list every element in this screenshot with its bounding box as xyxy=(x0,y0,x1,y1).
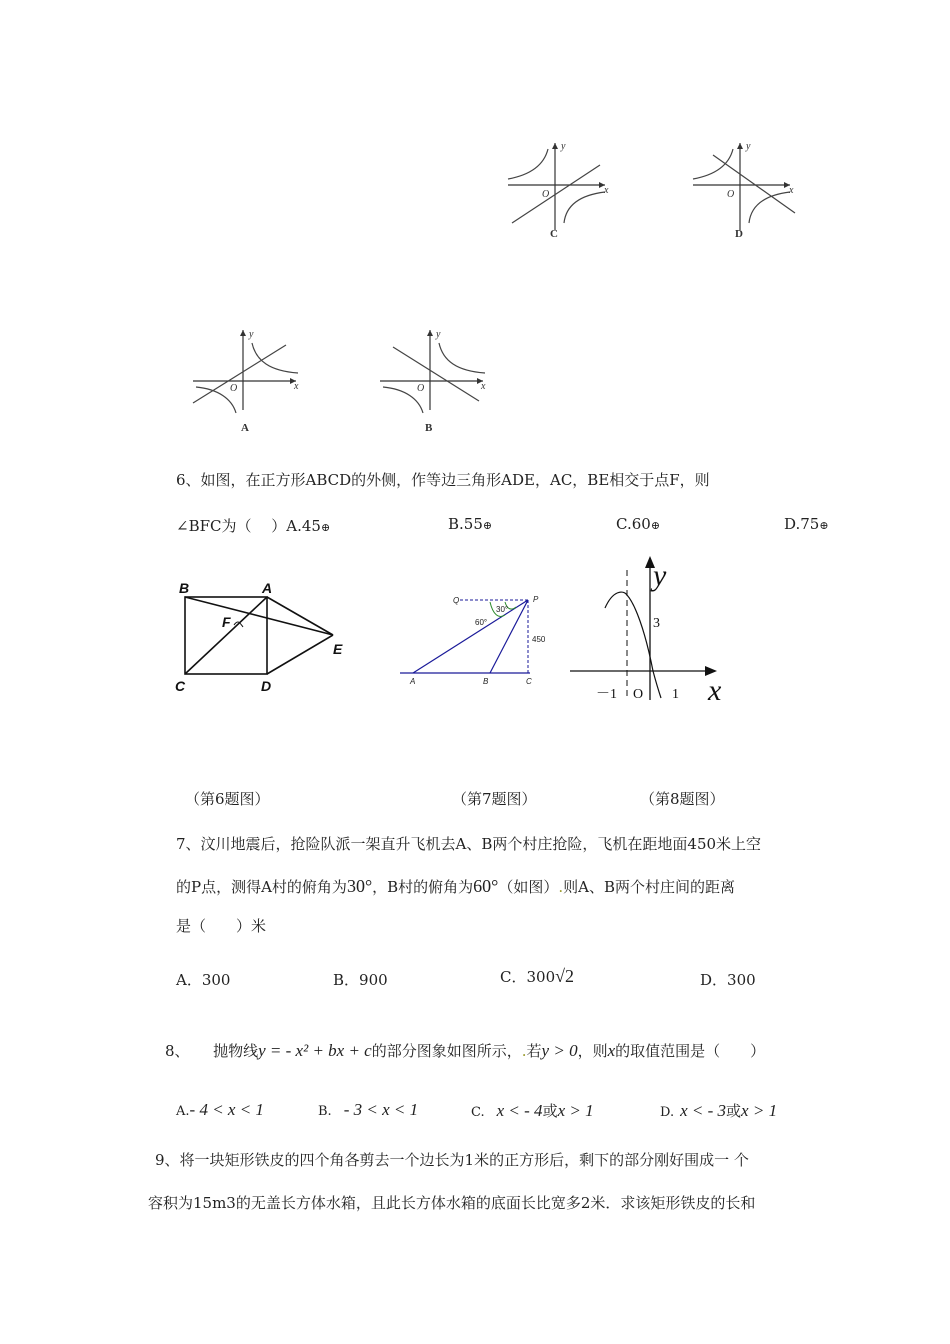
graph-d-x-label: x xyxy=(789,185,794,196)
q6-choice-b xyxy=(448,515,492,533)
fig6-label-e: E xyxy=(333,641,343,657)
q7-line2-c: （如图） xyxy=(498,878,559,896)
fig6-caption: （第6题图） xyxy=(185,790,270,808)
fig7-label-q: Q xyxy=(453,596,460,605)
graph-a-figure xyxy=(188,325,308,435)
fig6-label-d: D xyxy=(261,678,272,694)
graph-c-x-label: x xyxy=(604,185,609,196)
q6-choice-b-text: B.55 xyxy=(448,515,483,533)
fig8-one: 1 xyxy=(672,687,679,702)
q8-choice-b-expr: - 3 < x < 1 xyxy=(343,1100,419,1119)
q8-choice-c-or: 或 xyxy=(542,1102,558,1120)
fig6-label-c: C xyxy=(175,678,186,694)
q9-line1: 9、将一块矩形铁皮的四个角各剪去一个边长为1米的正方形后，剩下的部分刚好围成一 个 xyxy=(155,1151,749,1169)
fig7-caption: （第7题图） xyxy=(452,790,537,808)
fig6-label-a: A xyxy=(262,580,273,596)
q8-choice-a-label: A. xyxy=(176,1104,190,1119)
graph-d-origin-label: O xyxy=(727,189,735,200)
graph-d-figure xyxy=(685,135,805,240)
figure-6-square-triangle xyxy=(170,575,360,700)
fig7-label-p: P xyxy=(533,595,539,604)
q7-line2-d: 则A、B两个村庄间的距离 xyxy=(563,878,736,896)
q8-then: ，则 xyxy=(577,1042,608,1060)
fig7-label-c: C xyxy=(526,677,532,686)
q7-line2-b: ，B村的俯角为 xyxy=(372,878,474,896)
fig7-label-b: B xyxy=(483,677,489,686)
graph-b-y-label: y xyxy=(436,329,441,340)
q8-cond: y > 0 xyxy=(541,1041,578,1060)
q7-choice-c-text: C．300 xyxy=(500,968,556,986)
q8-number: 8、 xyxy=(165,1042,190,1060)
fig6-label-f: F xyxy=(222,614,231,630)
q7-angle-60: 60° xyxy=(473,876,499,896)
q7-line2-a: 的P点，测得A村的俯角为 xyxy=(176,878,347,896)
fig8-x-label: x xyxy=(708,674,722,707)
graph-c-origin-label: O xyxy=(542,189,550,200)
q8-choice-d-expr2: x > 1 xyxy=(741,1101,778,1120)
q6-mark-c: ⊕ xyxy=(650,519,661,532)
graph-b-origin-label: O xyxy=(417,383,425,394)
q7-choice-a: A．300 xyxy=(176,971,231,989)
graph-a-caption: A xyxy=(241,422,249,434)
q8-var: x xyxy=(607,1041,616,1060)
graph-b-x-label: x xyxy=(481,381,486,392)
q6-choice-d xyxy=(784,515,829,533)
q8-choice-d-label: D. xyxy=(660,1105,675,1120)
q8-post: 的取值范围是（ ） xyxy=(615,1042,766,1060)
q6-choice-c-text: C.60 xyxy=(616,515,651,533)
q8-choice-b-label: B. xyxy=(318,1104,332,1119)
q8-choice-d-or: 或 xyxy=(726,1102,742,1120)
fig8-origin: O xyxy=(633,687,644,702)
graph-d-y-label: y xyxy=(746,141,751,152)
fig7-angle-60: 60° xyxy=(475,618,488,627)
graph-a-origin-label: O xyxy=(230,383,238,394)
q8-choice-d xyxy=(660,1100,777,1121)
q8-choice-c xyxy=(471,1100,594,1121)
graph-b-caption: B xyxy=(425,422,433,434)
graph-a-x-label: x xyxy=(294,381,299,392)
q6-mark-d: ⊕ xyxy=(819,519,829,532)
q7-choice-c-sqrt: √2 xyxy=(555,966,574,986)
fig7-height: 450 xyxy=(532,635,546,644)
q9-line2: 容积为15m3的无盖长方体水箱，且此长方体水箱的底面长比宽多2米．求该矩形铁皮的长和 xyxy=(148,1194,756,1212)
q7-choice-b: B．900 xyxy=(333,971,388,989)
q8-if: 若 xyxy=(526,1042,542,1060)
q7-line2: 的P点，测得A村的俯角为30°，B村的俯角为60°（如图）.则A、B两个村庄间的距离 xyxy=(176,876,736,896)
q8-stem: 8、 抛物线y = - x² + bx + c的部分图象如图所示，.若y > 0，则x的取值范围是（ ） xyxy=(165,1041,766,1060)
q6-choice-d-text: D.75 xyxy=(784,515,820,533)
q7-angle-30: 30° xyxy=(346,876,373,896)
graph-d-caption: D xyxy=(735,228,743,240)
graph-a-y-label: y xyxy=(249,329,254,340)
graph-c-caption: C xyxy=(550,228,558,240)
q8-formula: y = - x² + bx + c xyxy=(258,1041,372,1060)
q6-mark-a: ⊕ xyxy=(320,521,331,534)
q8-choice-b xyxy=(318,1100,418,1120)
q8-choice-c-expr1: x < - 4 xyxy=(496,1101,543,1120)
q7-line3: 是（ ）米 xyxy=(176,917,267,935)
figure-8-parabola xyxy=(565,550,745,710)
fig7-angle-30: 30° xyxy=(496,605,509,614)
fig7-label-a: A xyxy=(410,677,416,686)
fig6-label-b: B xyxy=(179,580,190,596)
q8-choice-c-expr2: x > 1 xyxy=(557,1101,594,1120)
q7-choice-c xyxy=(500,966,574,987)
fig8-y-label: y xyxy=(653,559,667,592)
q8-pre: 抛物线 xyxy=(213,1042,259,1060)
q6-line2 xyxy=(176,515,330,536)
graph-c-figure xyxy=(500,135,620,240)
fig8-caption: （第8题图） xyxy=(640,790,725,808)
q6-mark-b: ⊕ xyxy=(482,519,493,532)
graph-b-figure xyxy=(375,325,495,435)
q8-choice-d-expr1: x < - 3 xyxy=(680,1101,727,1120)
q8-choice-a xyxy=(176,1100,264,1120)
graph-c-y-label: y xyxy=(561,141,566,152)
q8-choice-a-expr: - 4 < x < 1 xyxy=(189,1100,264,1119)
q6-stem-and-choice-a: ∠BFC为（ ）A.45 xyxy=(176,517,321,535)
fig8-three: 3 xyxy=(653,616,660,631)
q7-line1: 7、汶川地震后，抢险队派一架直升飞机去A、B两个村庄抢险，飞机在距地面450米上空 xyxy=(176,835,762,853)
q8-mid: 的部分图象如图所示， xyxy=(371,1042,522,1060)
q6-choice-c xyxy=(616,515,660,533)
figure-7-helicopter xyxy=(395,585,555,690)
q6-line1: 6、如图，在正方形ABCD的外侧，作等边三角形ADE，AC，BE相交于点F，则 xyxy=(176,471,710,489)
fig8-neg1: －1 xyxy=(596,687,617,702)
q8-choice-c-label: C. xyxy=(471,1105,485,1120)
q7-choice-d: D．300 xyxy=(700,971,756,989)
